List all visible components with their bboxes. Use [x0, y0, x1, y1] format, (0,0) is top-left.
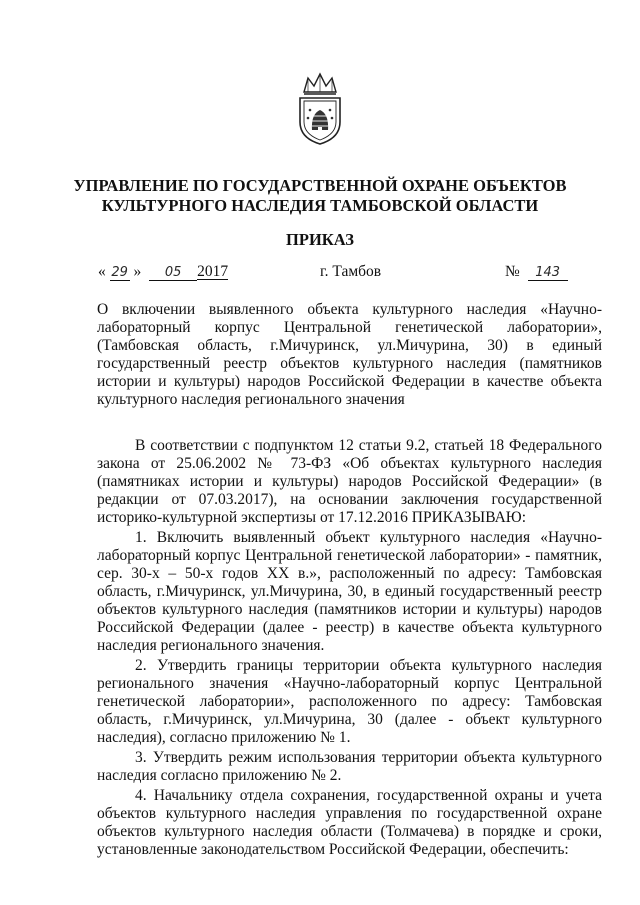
- organization-line-2: КУЛЬТУРНОГО НАСЛЕДИЯ ТАМБОВСКОЙ ОБЛАСТИ: [101, 196, 539, 215]
- order-item-2: 2. Утвердить границы территории объекта культурного наследия регионального значения «Научно-лабораторный корпус Центральной генетической лаборатории», расположенного по адресу: Тамбовская область, г.Мичуринск, ул.Мичурина, 30 (далее - объект культурного наследия), согласно приложению № 1.: [97, 657, 602, 746]
- document-body: [97, 437, 602, 859]
- order-item-4: 4. Начальнику отдела сохранения, государственной охраны и учета объектов культурного наследия управления по государственной охране объектов культурного наследия области (Толмачева) в порядке и сроки, установленные законодательством Российской Федерации, обеспечить:: [97, 787, 602, 858]
- number-value: 143: [528, 265, 568, 281]
- document-subject: О включении выявленного объекта культурного наследия «Научно-лабораторный корпус Центральной генетической лаборатории», (Тамбовская область, г.Мичуринск, ул.Мичурина, 30) в единый государственный реестр объектов культурного наследия (памятников истории и культуры) народов Российской Федерации в качестве объекта культурного наследия регионального значения: [97, 301, 602, 408]
- date-year: 2017: [197, 263, 229, 280]
- document-number: [505, 263, 568, 281]
- tambov-coat-of-arms-icon: [294, 70, 346, 146]
- organization-name: [60, 176, 580, 216]
- quote-close: »: [133, 263, 142, 280]
- document-city: г. Тамбов: [320, 263, 382, 280]
- number-label: №: [505, 263, 520, 280]
- document-type: ПРИКАЗ: [286, 230, 354, 249]
- order-item-1: 1. Включить выявленный объект культурного наследия «Научно-лабораторный корпус Центральной генетической лаборатории» - памятник, сер. 30-х – 50-х годов XX в.», расположенный по адресу: Тамбовская область, г.Мичуринск, ул.Мичурина, 30, в единый государственный реестр объектов культурного наследия (памятников истории и культуры) народов Российской Федерации (далее - реестр) в качестве объекта культурного наследия регионального значения.: [97, 529, 602, 654]
- preamble: В соответствии с подпунктом 12 статьи 9.2, статьей 18 Федерального закона от 25.06.2002 № 73-ФЗ «Об объектах культурного наследия (памятниках истории и культуры) народов Российской Федерации» (в редакции от 07.03.2017), на основании заключения государственной историко-культурной экспертизы от 17.12.2016 ПРИКАЗЫВАЮ:: [97, 437, 602, 526]
- quote-open: «: [98, 263, 106, 280]
- organization-line-1: УПРАВЛЕНИЕ ПО ГОСУДАРСТВЕННОЙ ОХРАНЕ ОБЪЕКТОВ: [73, 176, 567, 195]
- date-day: 29: [111, 265, 128, 280]
- document-date: [98, 263, 228, 281]
- order-item-3: 3. Утвердить режим использования территории объекта культурного наследия согласно приложению № 2.: [97, 749, 602, 784]
- date-month: 05: [149, 265, 197, 281]
